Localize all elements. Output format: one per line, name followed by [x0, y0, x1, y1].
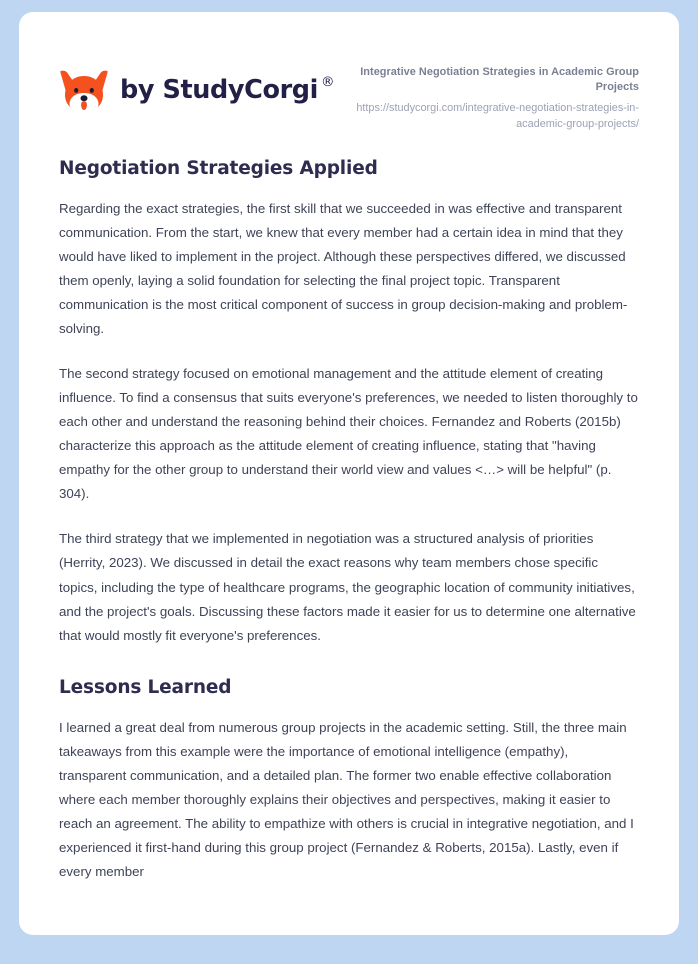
header-article-meta	[331, 59, 639, 133]
header-article-url[interactable]: https://studycorgi.com/integrative-negotiation-strategies-in-academic-group-projects/	[356, 101, 639, 130]
studycorgi-brand-logo	[59, 59, 335, 115]
paragraph: The second strategy focused on emotional management and the attitude element of creating influence. To find a consensus that suits everyone's preferences, we needed to listen thoroughly to each other and understand the reasoning behind their choices. Fernandez and Roberts (2015b) characterize this approach as the attitude element of creating influence, stating that "having empathy for the other group to understand their world view and values <…> will be helpful" (p. 304).	[59, 366, 638, 502]
paragraph: The third strategy that we implemented in negotiation was a structured analysis of priorities (Herrity, 2023). We discussed in detail the exact reasons why team members chose specific topics, including the type of healthcare programs, the geographic location of community initiatives, and the project's goals. Discussing these factors made it easier for us to determine one alternative that would mostly fit everyone's preferences.	[59, 531, 636, 643]
brand-wordmark	[120, 73, 335, 106]
brand-name-text: by StudyCorgi	[120, 75, 318, 106]
document-page-card	[19, 12, 679, 935]
corgi-dog-face-icon	[59, 67, 109, 115]
article-body	[59, 133, 639, 885]
section-heading-lessons-learned: Lessons Learned	[59, 676, 232, 698]
registered-trademark-symbol: ®	[320, 73, 335, 90]
paragraph: Regarding the exact strategies, the first skill that we succeeded in was effective and transparent communication. From the start, we knew that every member had a certain idea in mind that they would have liked to implement in the project. Although these perspectives differed, we discussed them openly, laying a solid foundation for selecting the final project topic. Transparent communication is the most critical component of success in group decision-making and problem-solving.	[59, 200, 628, 336]
section-heading-negotiation-strategies-applied: Negotiation Strategies Applied	[59, 157, 378, 179]
paragraph: I learned a great deal from numerous group projects in the academic setting. Still, the three main takeaways from this example were the importance of emotional intelligence (empathy), transparent communication, and a detailed plan. The former two enable effective collaboration where each member thoroughly explains their objectives and perspectives, making it easier to reach an agreement. The ability to empathize with others is crucial in integrative negotiation, and I experienced it first-hand during this group project (Fernandez & Roberts, 2015a). Lastly, even if every member	[59, 719, 634, 880]
document-header	[59, 12, 639, 133]
header-article-title: Integrative Negotiation Strategies in Academic Group Projects	[360, 66, 639, 94]
